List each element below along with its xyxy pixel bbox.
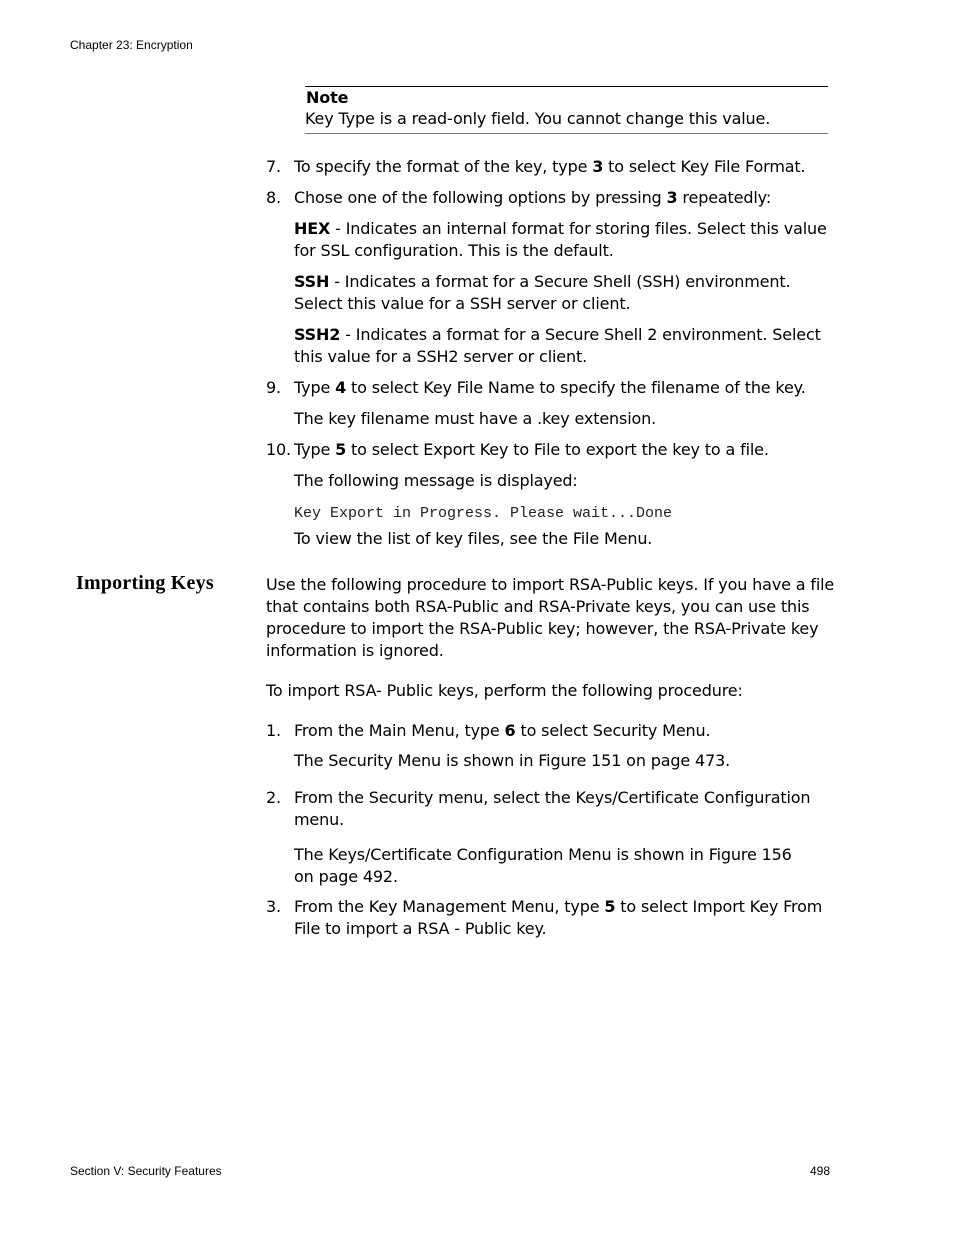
option-hex: HEX - Indicates an internal format for storing files. Select this value for SSL configuration. This is the default. xyxy=(294,219,827,260)
note-text: Key Type is a read-only field. You cannot change this value. xyxy=(305,109,771,128)
step-9-note: The key filename must have a .key extension. xyxy=(294,409,657,428)
step-number: 2. xyxy=(266,788,281,807)
step-number: 8. xyxy=(266,188,281,207)
running-header: Chapter 23: Encryption xyxy=(70,38,193,52)
section-heading: Importing Keys xyxy=(76,572,214,594)
step-10-note: The following message is displayed: xyxy=(294,471,578,490)
footer-section: Section V: Security Features xyxy=(70,1164,222,1178)
step-text: To specify the format of the key, type 3 to select Key File Format. xyxy=(294,157,806,176)
step-number: 7. xyxy=(266,157,281,176)
importing-lead: To import RSA- Public keys, perform the following procedure: xyxy=(266,681,743,700)
note-title: Note xyxy=(306,88,349,107)
step-text: Chose one of the following options by pressing 3 repeatedly: xyxy=(294,188,772,207)
note-bottom-rule xyxy=(305,133,828,134)
import-step-1-note: The Security Menu is shown in Figure 151 on page 473. xyxy=(294,751,731,770)
option-ssh: SSH - Indicates a format for a Secure Shell (SSH) environment. Select this value for a SSH server or client. xyxy=(294,272,791,313)
importing-intro: Use the following procedure to import RSA-Public keys. If you have a file that contains both RSA-Public and RSA-Private keys, you can use this procedure to import the RSA-Public key; however, the RSA-Private key information is ignored. xyxy=(266,575,835,660)
step-text: From the Key Management Menu, type 5 to select Import Key From File to import a RSA - Public key. xyxy=(294,897,823,938)
step-number: 1. xyxy=(266,721,281,740)
step-number: 10. xyxy=(266,440,291,459)
step-text: Type 4 to select Key File Name to specify the filename of the key. xyxy=(294,378,806,397)
step-number: 9. xyxy=(266,378,281,397)
import-step-2-note: The Keys/Certificate Configuration Menu is shown in Figure 156 on page 492. xyxy=(294,845,792,886)
step-text: Type 5 to select Export Key to File to export the key to a file. xyxy=(294,440,769,459)
view-note: To view the list of key files, see the File Menu. xyxy=(294,529,653,548)
step-text: From the Main Menu, type 6 to select Security Menu. xyxy=(294,721,711,740)
step-text: From the Security menu, select the Keys/Certificate Configuration menu. xyxy=(294,788,811,829)
code-output: Key Export in Progress. Please wait...Done xyxy=(294,505,673,522)
note-top-rule xyxy=(305,86,828,87)
page-number: 498 xyxy=(810,1164,831,1178)
option-ssh2: SSH2 - Indicates a format for a Secure Shell 2 environment. Select this value for a SSH2 server or client. xyxy=(294,325,821,366)
step-number: 3. xyxy=(266,897,281,916)
